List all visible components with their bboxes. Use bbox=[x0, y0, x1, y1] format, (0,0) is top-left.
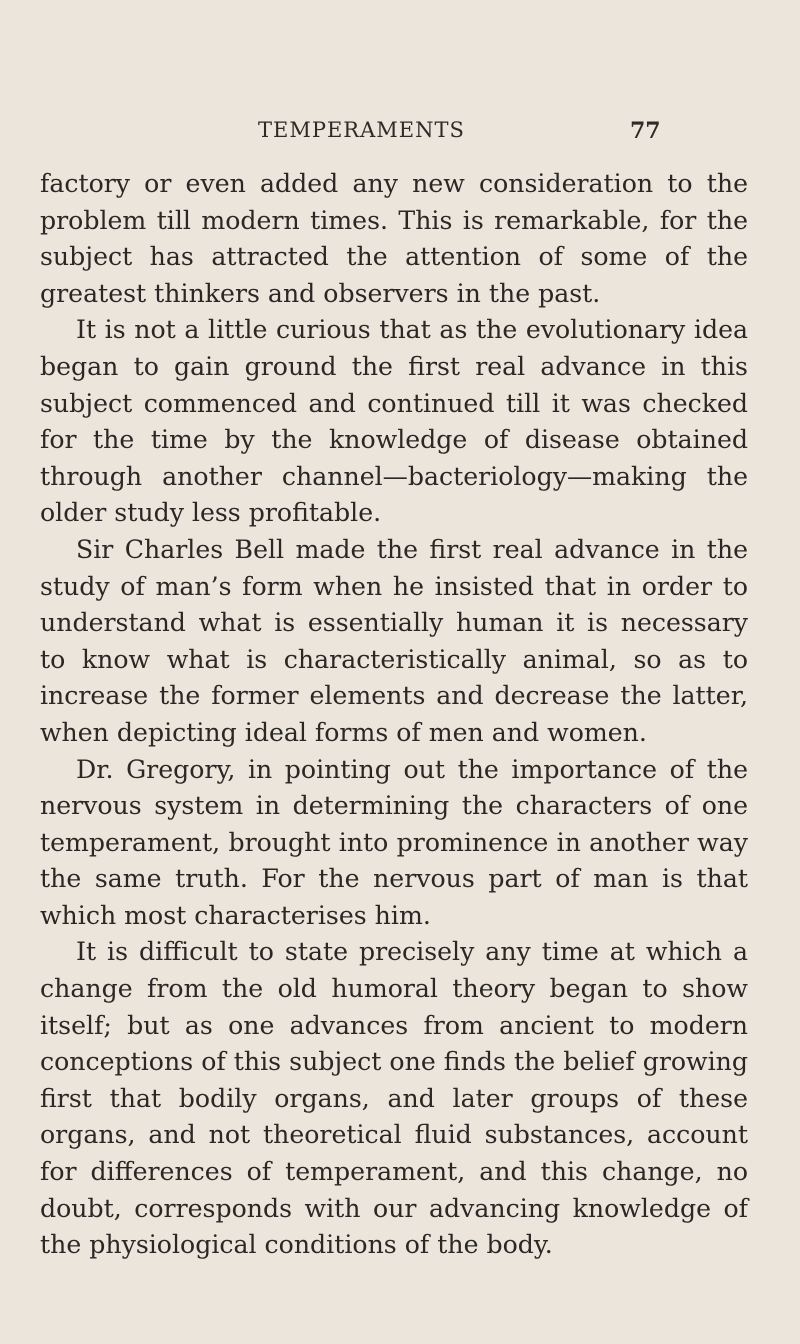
paragraph-evolutionary-idea: It is not a little curious that as the evolutionary idea began to gain ground the first real advance in this subject commenced and continued till it was checked for the time by the knowledge of disease obtained through another channel—bacteriology—making the older study less profitable. bbox=[40, 315, 748, 528]
body-text bbox=[40, 166, 748, 1264]
paragraph-dr-gregory: Dr. Gregory, in pointing out the importance of the nervous system in determining the characters of one temperament, brought into prominence in another way the same truth. For the nervous part of man is that which most characterises him. bbox=[40, 754, 748, 930]
running-head bbox=[258, 118, 661, 148]
paragraph-continuation: factory or even added any new consideration to the problem till modern times. This is remarkable, for the subject has attracted the attention of some of the greatest thinkers and observers in the past. bbox=[40, 169, 748, 308]
running-title: TEMPERAMENTS bbox=[258, 118, 465, 142]
page-number: 77 bbox=[630, 118, 661, 144]
paragraph-humoral-theory: It is difficult to state precisely any time at which a change from the old humoral theory began to show itself; but as one advances from ancient to modern conceptions of this subject one finds the belief growing first that bodily organs, and later groups of these organs, and not theoretical fluid substances, account for differences of temperament, and this change, no doubt, corresponds with our advancing knowledge of the physiological conditions of the body. bbox=[40, 937, 748, 1260]
paragraph-charles-bell: Sir Charles Bell made the first real advance in the study of man’s form when he insisted that in order to understand what is essentially human it is necessary to know what is characteristically animal, so as to increase the former elements and decrease the latter, when depicting ideal forms of men and women. bbox=[40, 534, 748, 747]
